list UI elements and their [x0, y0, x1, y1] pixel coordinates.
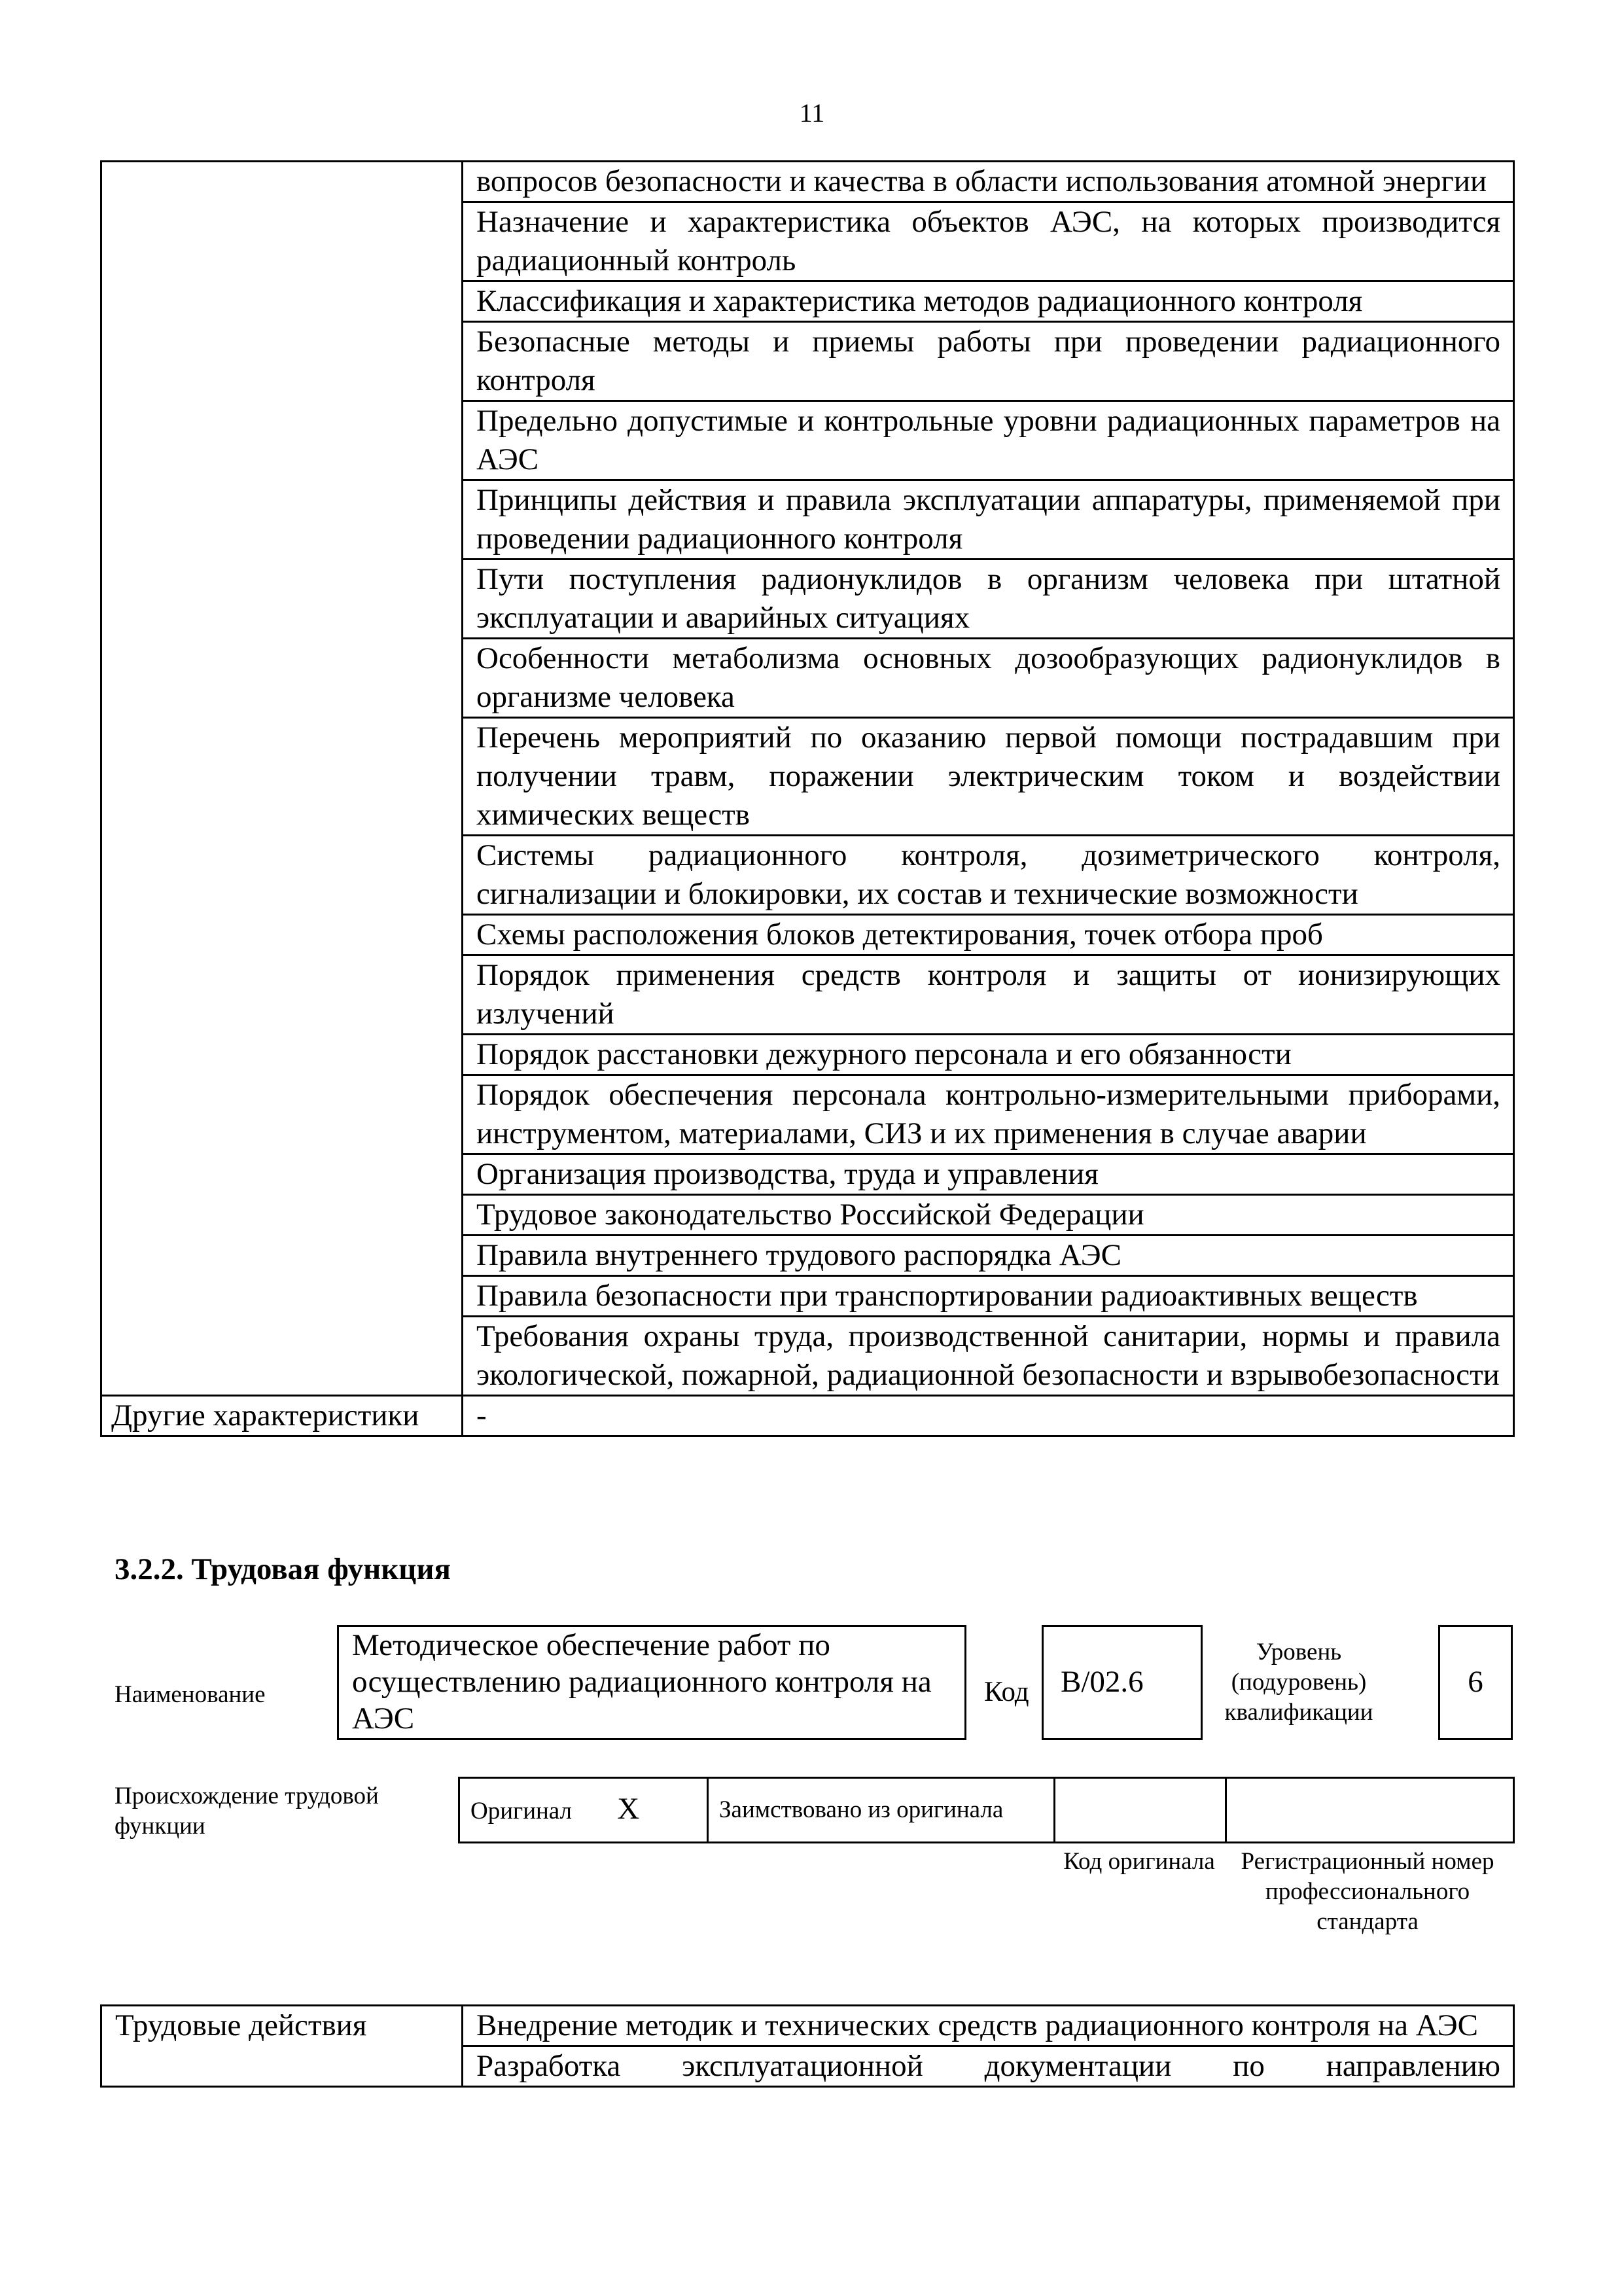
function-name-box — [337, 1625, 966, 1740]
table-row — [101, 162, 1514, 202]
origin-table — [458, 1777, 1515, 1843]
knowledge-item: Предельно допустимые и контрольные уровни радиационных параметров на АЭС — [463, 401, 1514, 480]
knowledge-table — [100, 160, 1515, 1437]
code-value-box — [1042, 1625, 1203, 1740]
name-label: Наименование — [115, 1681, 266, 1708]
knowledge-item: Правила внутреннего трудового распорядка АЭС — [463, 1236, 1514, 1276]
knowledge-item: Пути поступления радионуклидов в организм человека при штатной эксплуатации и аварийных ситуациях — [463, 560, 1514, 639]
labor-action-item: Разработка эксплуатационной документации по направлению — [463, 2046, 1514, 2087]
knowledge-item: Порядок расстановки дежурного персонала и его обязанности — [463, 1035, 1514, 1075]
reg-number-cell — [1226, 1778, 1514, 1843]
function-name-value: Методическое обеспечение работ по осуществлению радиационного контроля на АЭС — [352, 1628, 932, 1735]
borrowed-cell — [708, 1778, 1055, 1843]
knowledge-item: вопросов безопасности и качества в области использования атомной энергии — [463, 162, 1514, 202]
knowledge-item: Трудовое законодательство Российской Федерации — [463, 1195, 1514, 1236]
level-value: 6 — [1468, 1665, 1483, 1699]
borrowed-label: Заимствовано из оригинала — [719, 1796, 1004, 1823]
level-label: Уровень (подуровень) квалификации — [1224, 1639, 1373, 1726]
knowledge-label-cell — [101, 162, 463, 1396]
page-number: 11 — [799, 98, 825, 128]
original-cell — [459, 1778, 708, 1843]
code-original-cell — [1055, 1778, 1226, 1843]
labor-actions-table — [100, 2004, 1515, 2088]
knowledge-item: Порядок обеспечения персонала контрольно-измерительными приборами, инструментом, материалами, СИЗ и их применения в случае аварии — [463, 1075, 1514, 1154]
table-row — [101, 2006, 1514, 2046]
original-mark: X — [617, 1792, 640, 1826]
knowledge-item: Организация производства, труда и управления — [463, 1154, 1514, 1195]
knowledge-item: Системы радиационного контроля, дозиметрического контроля, сигнализации и блокировки, их состав и технические возможности — [463, 836, 1514, 915]
knowledge-item: Правила безопасности при транспортировании радиоактивных веществ — [463, 1276, 1514, 1317]
original-label: Оригинал — [470, 1798, 573, 1824]
reg-number-caption: Регистрационный номер профессионального стандарта — [1241, 1848, 1494, 1935]
knowledge-item: Схемы расположения блоков детектирования, точек отбора проб — [463, 915, 1514, 955]
table-row — [459, 1778, 1514, 1843]
other-characteristics-label: Другие характеристики — [101, 1396, 463, 1436]
knowledge-item: Требования охраны труда, производственной санитарии, нормы и правила экологической, пожарной, радиационной безопасности и взрывобезопасности — [463, 1317, 1514, 1396]
other-characteristics-value: - — [463, 1396, 1514, 1436]
code-original-caption: Код оригинала — [1063, 1848, 1215, 1875]
labor-actions-label: Трудовые действия — [101, 2006, 463, 2087]
knowledge-item: Принципы действия и правила эксплуатации аппаратуры, применяемой при проведении радиационного контроля — [463, 480, 1514, 560]
knowledge-item: Особенности метаболизма основных дозообразующих радионуклидов в организме человека — [463, 639, 1514, 718]
knowledge-item: Перечень мероприятий по оказанию первой помощи пострадавшим при получении травм, поражении электрическим током и воздействии химических веществ — [463, 718, 1514, 836]
knowledge-item: Назначение и характеристика объектов АЭС, на которых производится радиационный контроль — [463, 202, 1514, 281]
origin-label: Происхождение трудовой функции — [115, 1783, 379, 1840]
knowledge-item: Порядок применения средств контроля и защиты от ионизирующих излучений — [463, 955, 1514, 1035]
knowledge-item: Безопасные методы и приемы работы при проведении радиационного контроля — [463, 322, 1514, 401]
section-heading: 3.2.2. Трудовая функция — [115, 1552, 451, 1586]
labor-action-item: Внедрение методик и технических средств радиационного контроля на АЭС — [463, 2006, 1514, 2046]
code-label: Код — [984, 1677, 1029, 1707]
knowledge-item: Классификация и характеристика методов радиационного контроля — [463, 281, 1514, 322]
table-row — [101, 1396, 1514, 1436]
code-value: B/02.6 — [1061, 1665, 1144, 1699]
level-value-box — [1438, 1625, 1513, 1740]
